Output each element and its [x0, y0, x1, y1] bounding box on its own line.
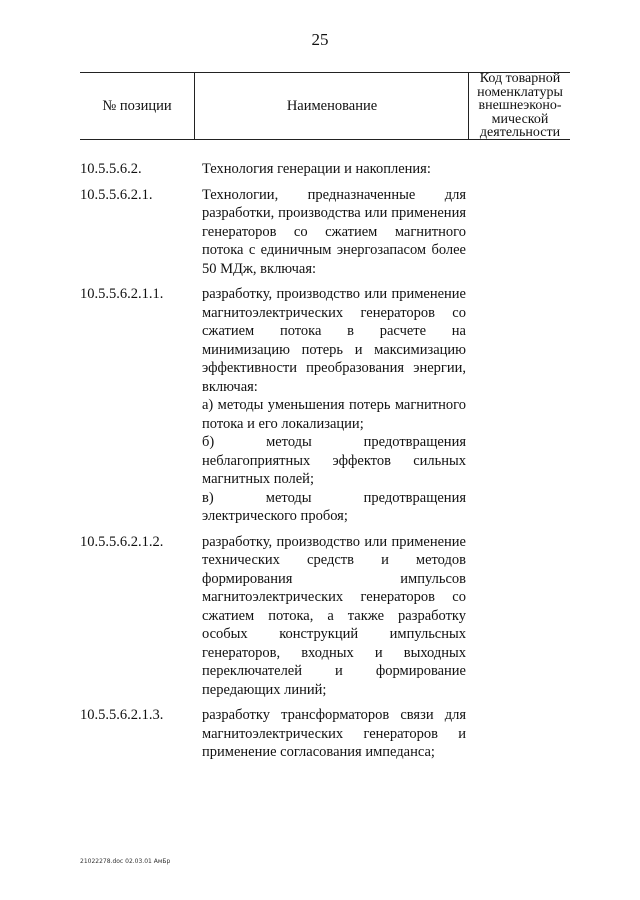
- header-code-line: внешнеэконо-: [478, 98, 562, 114]
- entry-paragraph: Технологии, предназначенные для разработки, производства или применения генераторов со сжатием магнитного потока с единичным энергозапасом более 50 МДж, включая:: [202, 186, 466, 277]
- entry-text: [202, 186, 466, 279]
- table-header: [80, 72, 570, 140]
- header-code-line: мической: [491, 111, 549, 127]
- entry-text: [202, 706, 466, 762]
- page-number: 25: [311, 30, 329, 49]
- entry-text: [202, 533, 466, 700]
- entries-list: [80, 160, 480, 769]
- header-code-line: номенклатуры: [477, 84, 563, 100]
- table-row: [80, 533, 480, 700]
- table-row: [80, 160, 480, 179]
- position-number: 10.5.5.6.2.1.2.: [80, 533, 164, 550]
- position-number: 10.5.5.6.2.: [80, 161, 142, 177]
- position-number: 10.5.5.6.2.1.3.: [80, 707, 164, 723]
- header-commodity-code: [468, 73, 571, 139]
- header-position-number: № позиции: [102, 97, 172, 114]
- entry-paragraph: разработку, производство или применение магнитоэлектрических генераторов со сжатием потока в расчете на минимизацию потерь и максимизацию эффективности преобразования энергии, включая:: [202, 286, 466, 395]
- position-number: 10.5.5.6.2.1.: [80, 186, 153, 203]
- table-row: [80, 186, 480, 279]
- header-code-line: Код товарной: [479, 71, 561, 87]
- header-name: Наименование: [194, 73, 469, 139]
- entry-paragraph: разработку, производство или применение технических средств и методов формирования импульсов магнитоэлектрических генераторов со сжатием потока, а также разработку особых конструкций импульсных генераторов, входных и выходных переключателей и формирование передающих линий;: [202, 533, 466, 698]
- table-row: [80, 285, 480, 526]
- entry-paragraph: б) методы предотвращения неблагоприятных эффектов сильных магнитных полей;: [202, 434, 466, 487]
- entry-paragraph: а) методы уменьшения потерь магнитного потока и его локализации;: [202, 397, 466, 432]
- entry-paragraph: Технология генерации и накопления:: [202, 161, 431, 177]
- entry-text: [202, 160, 466, 179]
- entry-text: [202, 285, 466, 526]
- table-row: [80, 706, 480, 762]
- header-code-line: деятельности: [479, 125, 561, 141]
- position-number: 10.5.5.6.2.1.1.: [80, 286, 164, 302]
- entry-paragraph: разработку трансформаторов связи для магнитоэлектрических генераторов и применение согласования импеданса;: [202, 707, 466, 760]
- entry-paragraph: в) методы предотвращения электрического пробоя;: [202, 489, 466, 524]
- document-footer: 21022278.doc 02.03.01 АмБр: [80, 858, 171, 865]
